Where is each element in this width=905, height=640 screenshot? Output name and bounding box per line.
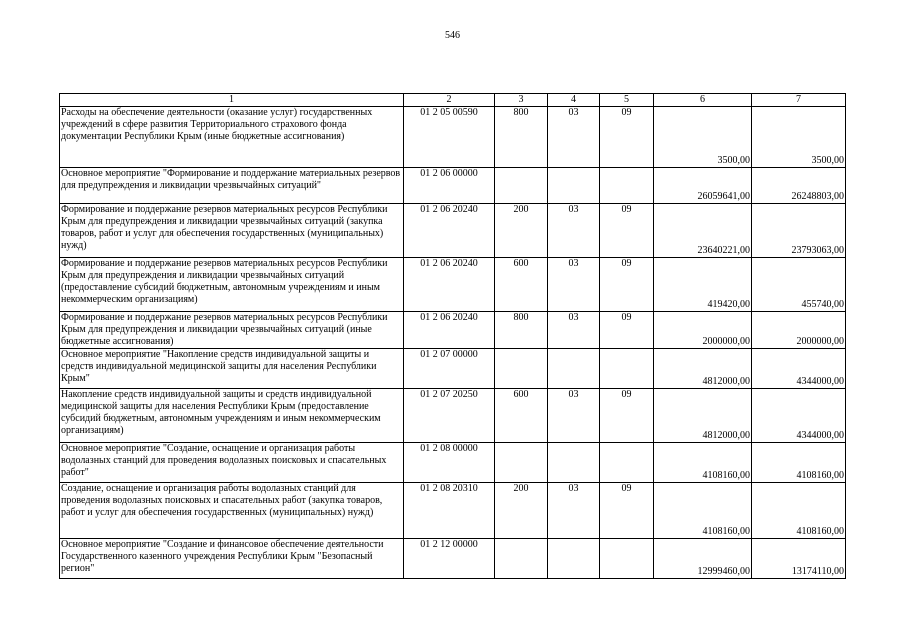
row-code-cell: 01 2 06 20240 [404, 258, 495, 312]
row-col4-cell: 03 [548, 204, 600, 258]
table-row [60, 312, 846, 349]
row-code-cell: 01 2 12 00000 [404, 539, 495, 579]
row-col4-cell: 03 [548, 107, 600, 168]
row-col4-cell: 03 [548, 312, 600, 349]
table-row [60, 483, 846, 539]
row-col5-cell: 09 [600, 204, 654, 258]
row-code-cell: 01 2 06 00000 [404, 168, 495, 204]
row-col4-cell: 03 [548, 389, 600, 443]
row-amount-year2-cell: 3500,00 [752, 107, 846, 168]
row-name-cell: Формирование и поддержание резервов материальных ресурсов Республики Крым для предупреждения и ликвидации чрезвычайных ситуаций (предоставление субсидий бюджетным, автономным учреждениям и иным некоммерческим организациям) [60, 258, 404, 312]
header-cell-4: 4 [548, 94, 600, 107]
row-col3-cell: 600 [495, 258, 548, 312]
row-amount-year2-cell: 13174110,00 [752, 539, 846, 579]
row-col3-cell: 200 [495, 483, 548, 539]
row-col5-cell [600, 168, 654, 204]
row-col5-cell: 09 [600, 107, 654, 168]
row-col3-cell: 800 [495, 107, 548, 168]
row-name-cell: Основное мероприятие "Создание и финансовое обеспечение деятельности Государственного казенного учреждения Республики Крым "Безопасный регион" [60, 539, 404, 579]
header-cell-7: 7 [752, 94, 846, 107]
table-row [60, 389, 846, 443]
row-col4-cell [548, 349, 600, 389]
row-amount-year2-cell: 4108160,00 [752, 443, 846, 483]
table-row [60, 168, 846, 204]
row-amount-year1-cell: 26059641,00 [654, 168, 752, 204]
table-row [60, 349, 846, 389]
row-col4-cell [548, 443, 600, 483]
row-name-cell: Основное мероприятие "Создание, оснащение и организация работы водолазных станций для проведения водолазных поисковых и спасательных работ" [60, 443, 404, 483]
row-col3-cell: 600 [495, 389, 548, 443]
row-name-cell: Основное мероприятие "Формирование и поддержание материальных резервов для предупреждения и ликвидации чрезвычайных ситуаций" [60, 168, 404, 204]
row-amount-year2-cell: 23793063,00 [752, 204, 846, 258]
table-row [60, 539, 846, 579]
budget-table [59, 93, 846, 579]
row-code-cell: 01 2 08 00000 [404, 443, 495, 483]
table-row [60, 107, 846, 168]
header-cell-6: 6 [654, 94, 752, 107]
row-col5-cell: 09 [600, 483, 654, 539]
row-col4-cell: 03 [548, 258, 600, 312]
row-col5-cell [600, 349, 654, 389]
row-col4-cell [548, 539, 600, 579]
page-number: 546 [445, 30, 460, 41]
header-cell-3: 3 [495, 94, 548, 107]
row-name-cell: Основное мероприятие "Накопление средств индивидуальной защиты и средств индивидуальной медицинской защиты для населения Республики Крым" [60, 349, 404, 389]
row-code-cell: 01 2 06 20240 [404, 312, 495, 349]
row-amount-year2-cell: 2000000,00 [752, 312, 846, 349]
row-amount-year1-cell: 4108160,00 [654, 483, 752, 539]
row-code-cell: 01 2 08 20310 [404, 483, 495, 539]
row-col5-cell: 09 [600, 258, 654, 312]
row-col3-cell: 200 [495, 204, 548, 258]
row-col3-cell [495, 443, 548, 483]
table-row [60, 443, 846, 483]
row-name-cell: Накопление средств индивидуальной защиты и средств индивидуальной медицинской защиты для населения Республики Крым (предоставление субсидий бюджетным, автономным учреждениям и иным некоммерческим организациям) [60, 389, 404, 443]
table-row [60, 204, 846, 258]
header-cell-2: 2 [404, 94, 495, 107]
row-amount-year1-cell: 4108160,00 [654, 443, 752, 483]
row-amount-year2-cell: 4344000,00 [752, 389, 846, 443]
table-row [60, 258, 846, 312]
row-amount-year2-cell: 4108160,00 [752, 483, 846, 539]
table-header-row [60, 94, 846, 107]
header-cell-5: 5 [600, 94, 654, 107]
row-amount-year1-cell: 4812000,00 [654, 349, 752, 389]
row-amount-year1-cell: 23640221,00 [654, 204, 752, 258]
row-name-cell: Расходы на обеспечение деятельности (оказание услуг) государственных учреждений в сфере развития Территориального страхового фонда документации Республики Крым (иные бюджетные ассигнования) [60, 107, 404, 168]
row-amount-year1-cell: 419420,00 [654, 258, 752, 312]
row-col5-cell [600, 539, 654, 579]
row-code-cell: 01 2 05 00590 [404, 107, 495, 168]
row-col3-cell [495, 349, 548, 389]
row-col3-cell: 800 [495, 312, 548, 349]
row-col4-cell [548, 168, 600, 204]
row-col5-cell: 09 [600, 389, 654, 443]
header-cell-1: 1 [60, 94, 404, 107]
row-name-cell: Создание, оснащение и организация работы водолазных станций для проведения водолазных поисковых и спасательных работ (закупка товаров, работ и услуг для обеспечения государственных (муниципальных) нужд) [60, 483, 404, 539]
row-amount-year2-cell: 455740,00 [752, 258, 846, 312]
row-col4-cell: 03 [548, 483, 600, 539]
row-amount-year2-cell: 4344000,00 [752, 349, 846, 389]
row-code-cell: 01 2 06 20240 [404, 204, 495, 258]
row-col3-cell [495, 168, 548, 204]
row-amount-year1-cell: 4812000,00 [654, 389, 752, 443]
row-col3-cell [495, 539, 548, 579]
row-amount-year1-cell: 2000000,00 [654, 312, 752, 349]
row-amount-year2-cell: 26248803,00 [752, 168, 846, 204]
row-name-cell: Формирование и поддержание резервов материальных ресурсов Республики Крым для предупреждения и ликвидации чрезвычайных ситуаций (закупка товаров, работ и услуг для обеспечения государственных (муниципальных) нужд) [60, 204, 404, 258]
row-col5-cell [600, 443, 654, 483]
row-col5-cell: 09 [600, 312, 654, 349]
row-code-cell: 01 2 07 00000 [404, 349, 495, 389]
row-code-cell: 01 2 07 20250 [404, 389, 495, 443]
row-name-cell: Формирование и поддержание резервов материальных ресурсов Республики Крым для предупреждения и ликвидации чрезвычайных ситуаций (иные бюджетные ассигнования) [60, 312, 404, 349]
row-amount-year1-cell: 12999460,00 [654, 539, 752, 579]
row-amount-year1-cell: 3500,00 [654, 107, 752, 168]
